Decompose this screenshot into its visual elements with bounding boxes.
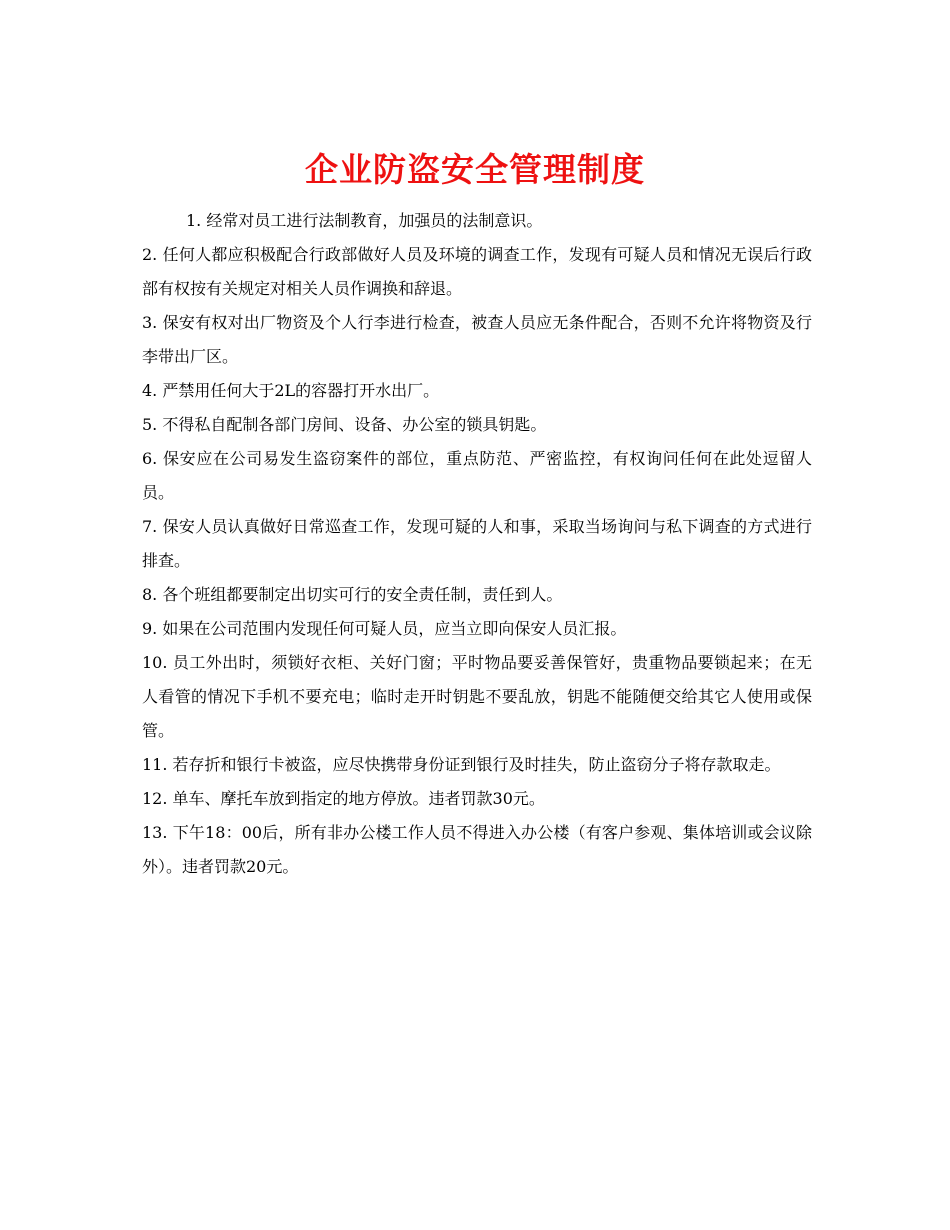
rules-list	[142, 204, 812, 884]
rule-item-2: 2. 任何人都应积极配合行政部做好人员及环境的调查工作，发现有可疑人员和情况无误后行政部有权按有关规定对相关人员作调换和辞退。	[142, 245, 812, 298]
rule-item-5: 5. 不得私自配制各部门房间、设备、办公室的锁具钥匙。	[142, 415, 547, 434]
rule-item-1: 1. 经常对员工进行法制教育，加强员的法制意识。	[186, 211, 543, 230]
rule-item-6: 6. 保安应在公司易发生盗窃案件的部位，重点防范、严密监控，有权询问任何在此处逗留人员。	[142, 449, 812, 502]
rule-item-3: 3. 保安有权对出厂物资及个人行李进行检查，被查人员应无条件配合，否则不允许将物资及行李带出厂区。	[142, 313, 812, 366]
rule-item-12: 12. 单车、摩托车放到指定的地方停放。违者罚款30元。	[142, 789, 545, 808]
rule-item-9: 9. 如果在公司范围内发现任何可疑人员，应当立即向保安人员汇报。	[142, 619, 627, 638]
rule-item-11: 11. 若存折和银行卡被盗，应尽快携带身份证到银行及时挂失，防止盗窃分子将存款取走。	[142, 755, 781, 774]
rule-item-10: 10. 员工外出时，须锁好衣柜、关好门窗；平时物品要妥善保管好，贵重物品要锁起来；在无人看管的情况下手机不要充电；临时走开时钥匙不要乱放，钥匙不能随便交给其它人使用或保管。	[142, 653, 812, 740]
rule-item-13: 13. 下午18：00后，所有非办公楼工作人员不得进入办公楼（有客户参观、集体培训或会议除外）。违者罚款20元。	[142, 823, 812, 876]
page-title: 企业防盗安全管理制度	[305, 150, 645, 190]
rule-item-7: 7. 保安人员认真做好日常巡查工作，发现可疑的人和事，采取当场询问与私下调查的方式进行排查。	[142, 517, 812, 570]
rule-item-8: 8. 各个班组都要制定出切实可行的安全责任制，责任到人。	[142, 585, 563, 604]
rule-item-4: 4. 严禁用任何大于2L的容器打开水出厂。	[142, 381, 440, 400]
